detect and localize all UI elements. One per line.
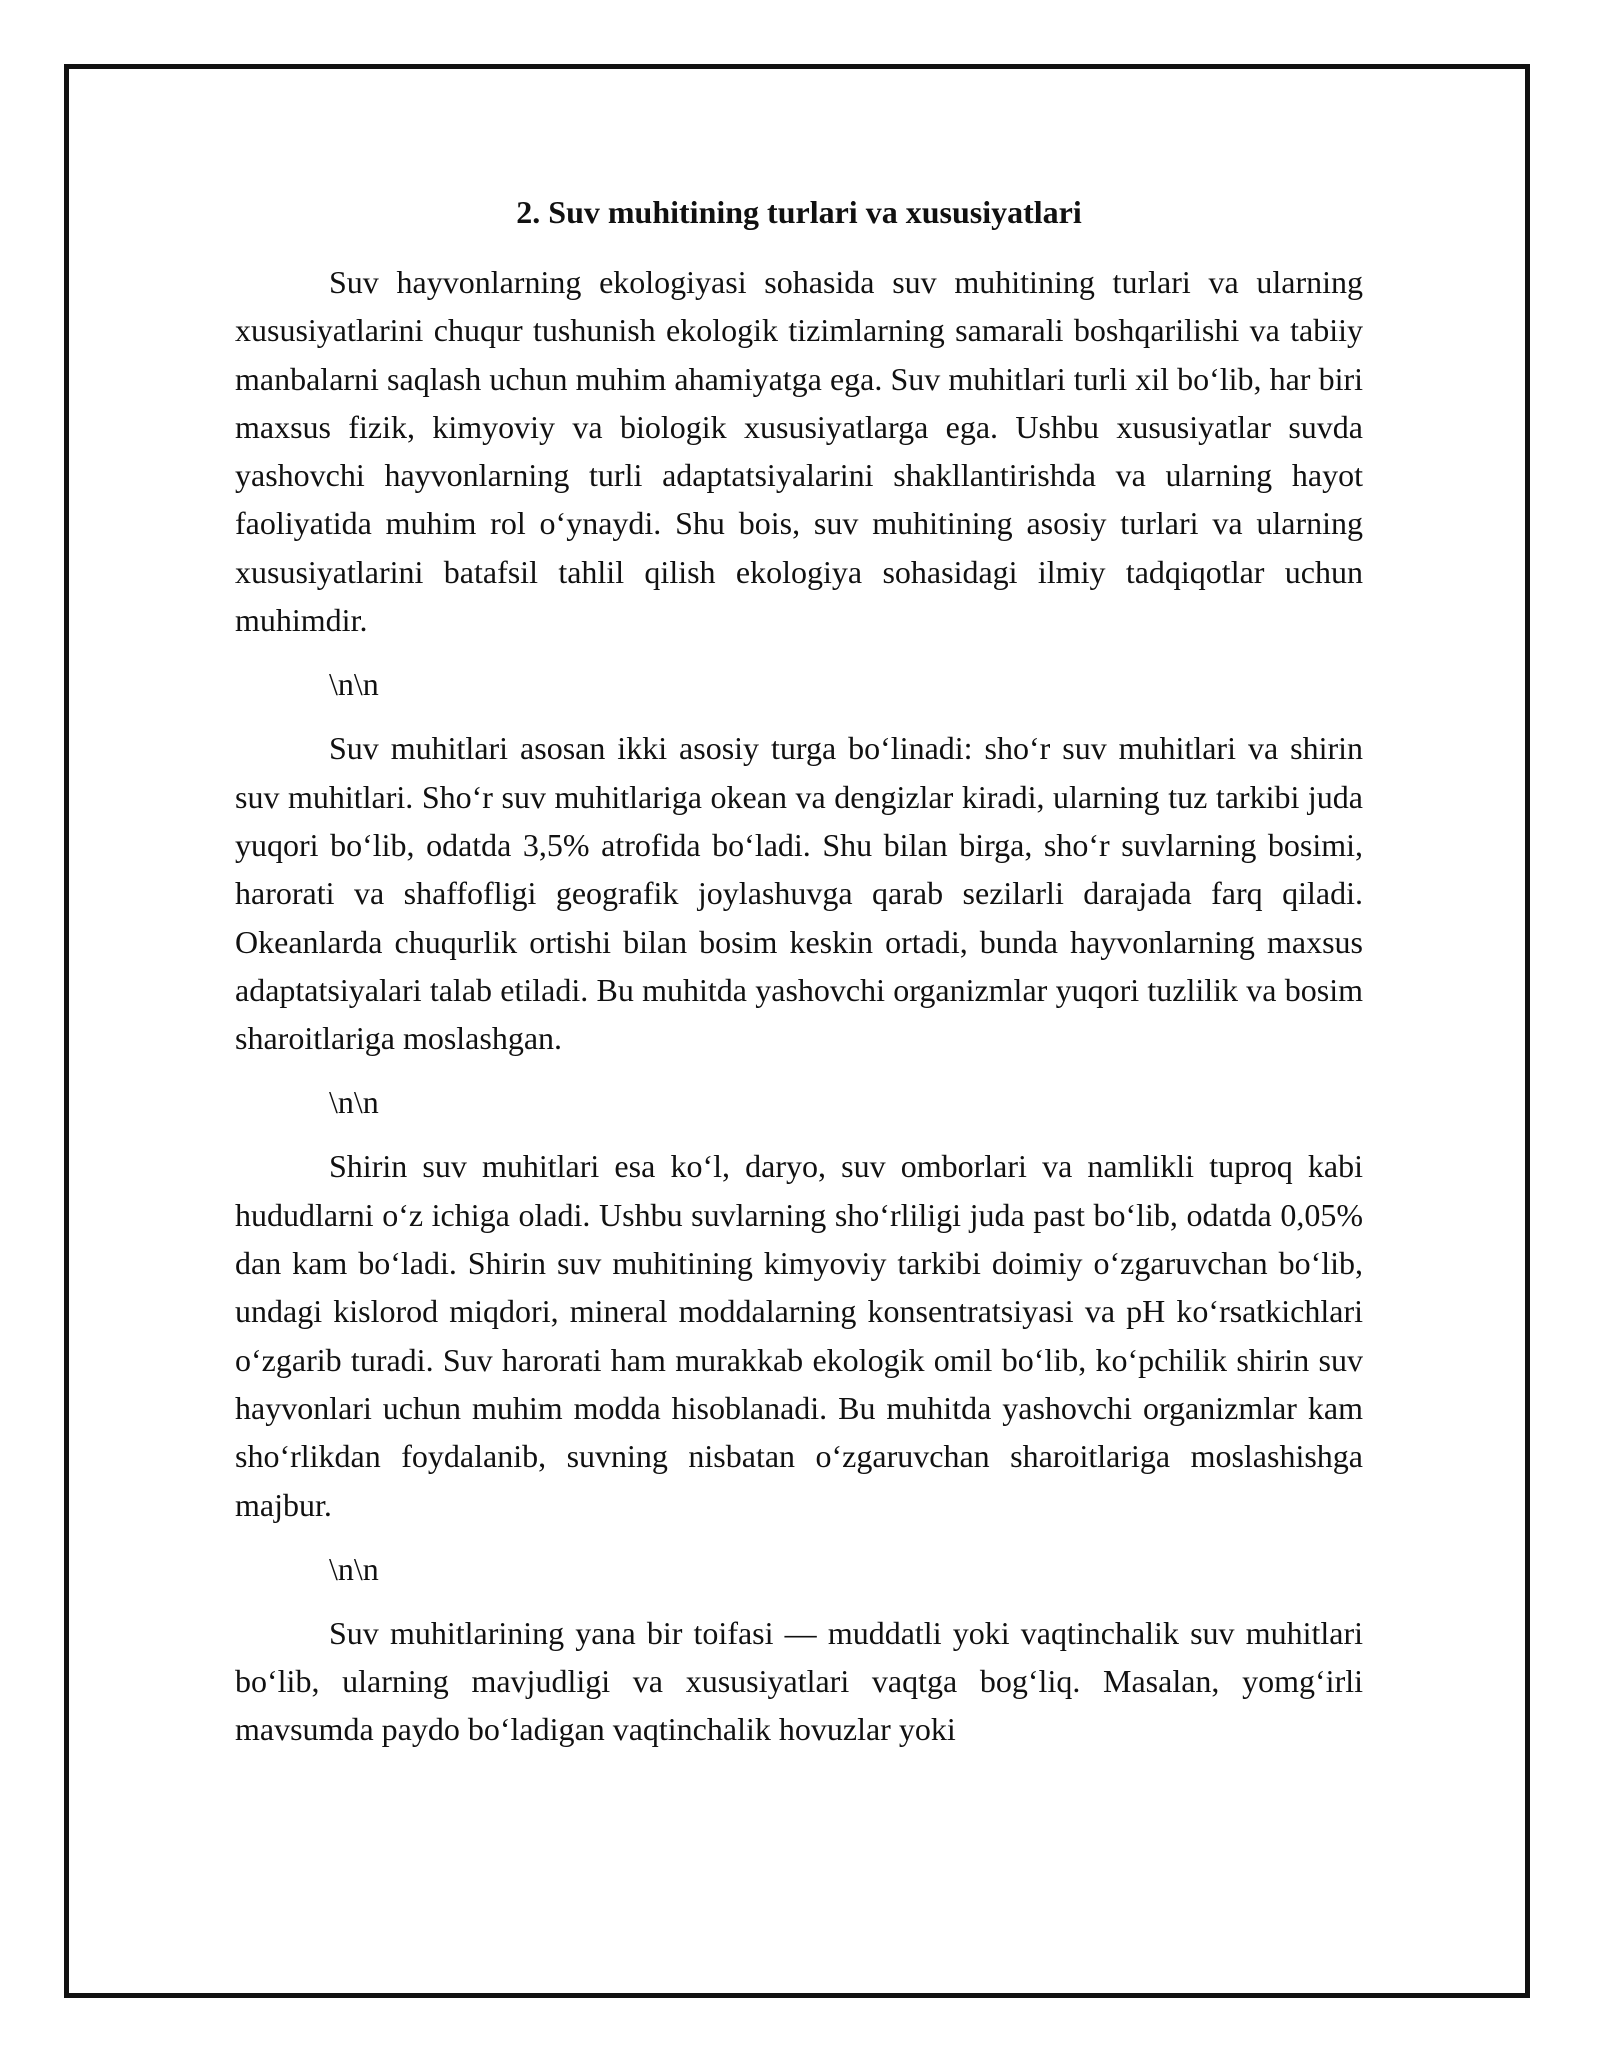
paragraph-4: Suv muhitlarining yana bir toifasi — muddatli yoki vaqtinchalik suv muhitlari bo‘lib, ularning mavjudligi va xususiyatlari vaqtga bog‘liq. Masalan, yomg‘irli mavsumda paydo bo‘ladigan vaqtinchalik hovuzlar yoki	[235, 1614, 1363, 1748]
section-title: 2. Suv muhitining turlari va xususiyatlari	[516, 194, 1082, 230]
paragraph-2: Suv muhitlari asosan ikki asosiy turga bo‘linadi: sho‘r suv muhitlari va shirin suv muhitlari. Sho‘r suv muhitlariga okean va dengizlar kiradi, ularning tuz tarkibi juda yuqori bo‘lib, odatda 3,5% atrofida bo‘ladi. Shu bilan birga, sho‘r suvlarning bosimi, harorati va shaffofligi geografik joylashuvga qarab sezilarli darajada farq qiladi. Okeanlarda chuqurlik ortishi bilan bosim keskin ortadi, bunda hayvonlarning maxsus adaptatsiyalari talab etiladi. Bu muhitda yashovchi organizmlar yuqori tuzlilik va bosim sharoitlariga moslashgan.	[235, 730, 1363, 1057]
literal-newline-marker-3: \n\n	[329, 1550, 379, 1587]
document-body	[235, 192, 1363, 1754]
paragraph-1: Suv hayvonlarning ekologiyasi sohasida suv muhitining turlari va ularning xususiyatlarini chuqur tushunish ekologik tizimlarning samarali boshqarilishi va tabiiy manbalarni saqlash uchun muhim ahamiyatga ega. Suv muhitlari turli xil bo‘lib, har biri maxsus fizik, kimyoviy va biologik xususiyatlarga ega. Ushbu xususiyatlar suvda yashovchi hayvonlarning turli adaptatsiyalarini shakllantirishda va ularning hayot faoliyatida muhim rol o‘ynaydi. Shu bois, suv muhitining asosiy turlari va ularning xususiyatlarini batafsil tahlil qilish ekologiya sohasidagi ilmiy tadqiqotlar uchun muhimdir.	[235, 264, 1363, 639]
paragraph-3: Shirin suv muhitlari esa ko‘l, daryo, suv omborlari va namlikli tuproq kabi hududlarni o‘z ichiga oladi. Ushbu suvlarning sho‘rliligi juda past bo‘lib, odatda 0,05% dan kam bo‘ladi. Shirin suv muhitining kimyoviy tarkibi doimiy o‘zgaruvchan bo‘lib, undagi kislorod miqdori, mineral moddalarning konsentratsiyasi va pH ko‘rsatkichlari o‘zgarib turadi. Suv harorati ham murakkab ekologik omil bo‘lib, ko‘pchilik shirin suv hayvonlari uchun muhim modda hisoblanadi. Bu muhitda yashovchi organizmlar kam sho‘rlikdan foydalanib, suvning nisbatan o‘zgaruvchan sharoitlariga moslashishga majbur.	[235, 1148, 1363, 1523]
literal-newline-marker-1: \n\n	[329, 666, 379, 703]
literal-newline-marker-2: \n\n	[329, 1084, 379, 1121]
